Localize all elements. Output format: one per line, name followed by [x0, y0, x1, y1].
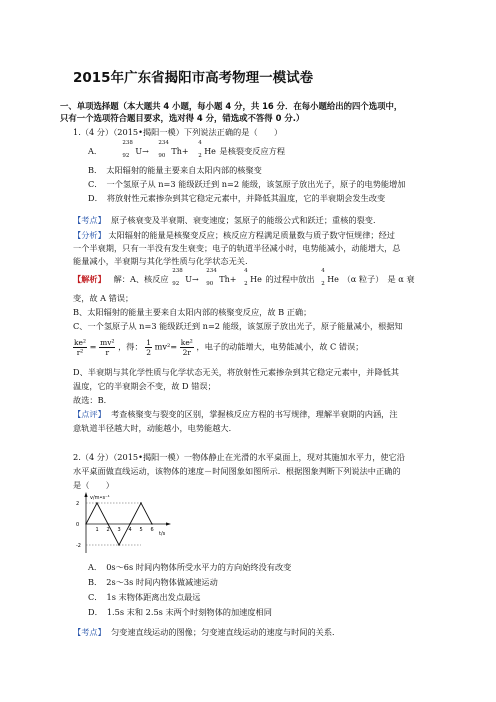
q2-option-c: C． 1s 末物体距离出发点最远	[88, 592, 201, 602]
x-tick-label: 6	[150, 527, 154, 533]
q1-stem: 1.（4 分）（2015•揭阳一模）下列说法正确的是（ ）	[73, 127, 283, 137]
q1-dianping: 【点评】 考查核聚变与裂变的区别，掌握核反应方程的书写规律，理解半衰期的内涵，注	[73, 409, 398, 419]
formula-fraction: $\frac{\text{ke²}}{\text{r²}}$	[74, 338, 86, 357]
q1-dianping-line2: 意轨道半径越大时，动能越小，电势能越大．	[73, 423, 237, 433]
q2-kaodian: 【考点】 匀变速直线运动的图像；匀变速直线运动的速度与时间的关系．	[73, 627, 341, 637]
x-axis-label: t/s	[159, 531, 166, 537]
nuclide-u: 238 92 U→	[172, 268, 199, 287]
q1-option-b: B． 太阳辐射的能量主要来自太阳内部的核聚变	[88, 165, 262, 175]
nuclide-u: 238 92 U→	[122, 140, 149, 159]
y-axis-label: v/m•s⁻¹	[90, 495, 110, 501]
nuclide-th: 234 90 Th+	[158, 140, 189, 159]
q2-stem-line2: 水平桌面做直线运动，该物体的速度－时间图象如图所示．根据图象判断下列说法中正确的	[73, 466, 401, 476]
x-tick-label: 5	[139, 527, 143, 533]
q2-stem-line3: 是（ ）	[73, 480, 114, 490]
q1-formula-line: $\frac{\text{ke²}}{\text{r²}}$ = $\frac{\text{mv²}}{r}$ ，得： $\frac{1}{2}$ mv²= $\frac{\text{ke²}}{2r}$ ，电子的动能增大，电势能减小，故 C 错误；	[74, 338, 364, 357]
y-tick-label: 2	[76, 501, 80, 507]
q1-answer: 故选：B．	[73, 395, 112, 405]
vt-graph	[74, 491, 174, 557]
q1-fenxi: 【分析】 太阳辐射的能量是核聚变反应；核反应方程满足质量数与质子数守恒规律；经过	[73, 230, 395, 240]
x-tick-label: 4	[128, 527, 132, 533]
x-tick-label: 3	[117, 527, 121, 533]
nuclide-he: 4 2 He	[321, 268, 339, 287]
q1-kaodian: 【考点】 原子核衰变及半衰期、衰变速度；氢原子的能级公式和跃迁；重核的裂变．	[73, 215, 382, 225]
q2-option-d: D． 1.5s 末和 2.5s 末两个时刻物体的加速度相同	[88, 607, 272, 617]
formula-fraction: $\frac{\text{mv²}}{r}$	[100, 338, 115, 357]
nuclide-he: 4 2 He	[198, 140, 216, 159]
q1-jiexi-d: D、半衰期与其化学性质与化学状态无关，将放射性元素掺杂到其它稳定元素中，并降低其	[73, 367, 399, 377]
q1-option-a: A． 238 92 U→ 234 90 Th+ 4 2 He 是核裂变反应方程	[88, 140, 286, 159]
q1-option-c: C． 一个氢原子从 n=3 能级跃迁到 n=2 能级，该氢原子放出光子，原子的电势能增加	[88, 179, 406, 189]
nuclide-he: 4 2 He	[244, 268, 262, 287]
q1-jiexi-a-cont: 变，故 A 错误；	[73, 293, 134, 303]
q1-fenxi-line2: 一个半衰期，只有一半没有发生衰变；电子的轨道半径减小时，电势能减小，动能增大，总	[73, 243, 401, 253]
nuclide-th: 234 90 Th+	[206, 268, 237, 287]
section-heading: 一、单项选择题（本大题共 4 小题，每小题 4 分，共 16 分．在每小题给出的四个选项中，	[60, 101, 403, 111]
q1-jiexi: 【解析】 解：A、核反应 238 92 U→ 234 90 Th+ 4 2 He 的过程中放出 4 2 He （α 粒子） 是 α 衰	[73, 268, 415, 287]
x-tick-label: 2	[106, 527, 110, 533]
option-label: A．	[88, 146, 103, 156]
q1-jiexi-d-cont: 温度，它的半衰期会不变，故 D 错误；	[73, 381, 216, 391]
x-axis-arrow	[166, 522, 171, 525]
y-tick-label: 0	[76, 522, 80, 528]
formula-fraction: $\frac{1}{2}$	[146, 338, 152, 357]
q1-fenxi-line3: 能量减小，半衰期与其化学性质与化学状态无关.	[73, 256, 248, 266]
q1-jiexi-c: C、一个氢原子从 n=3 能级跃迁到 n=2 能级，该氢原子放出光子，原子能量减小，根据知	[73, 321, 403, 331]
document-title: 2015年广东省揭阳市高考物理一模试卷	[73, 70, 314, 86]
formula-fraction: $\frac{\text{ke²}}{2r}$	[180, 338, 193, 357]
q2-option-a: A． 0s～6s 时间内物体所受水平力的方向始终没有改变	[88, 562, 292, 572]
q2-stem: 2.（4 分）（2015•揭阳一模）一物体静止在光滑的水平桌面上，现对其施加水平力，使它沿	[73, 452, 405, 462]
q2-option-b: B． 2s～3s 时间内物体做减速运动	[88, 577, 218, 587]
x-tick-label: 1	[95, 527, 99, 533]
section-heading-cont: 只有一个选项符合题目要求，选对得 4 分，错选或不答得 0 分.）	[60, 113, 305, 123]
q1-option-d: D． 将放射性元素掺杂到其它稳定元素中，并降低其温度，它的半衰期会发生改变	[88, 193, 386, 203]
q1-jiexi-b: B、太阳辐射的能量主要来自太阳内部的核聚变反应，故 B 正确；	[73, 307, 312, 317]
y-tick-label: -2	[76, 543, 81, 549]
y-axis-arrow	[84, 492, 87, 497]
